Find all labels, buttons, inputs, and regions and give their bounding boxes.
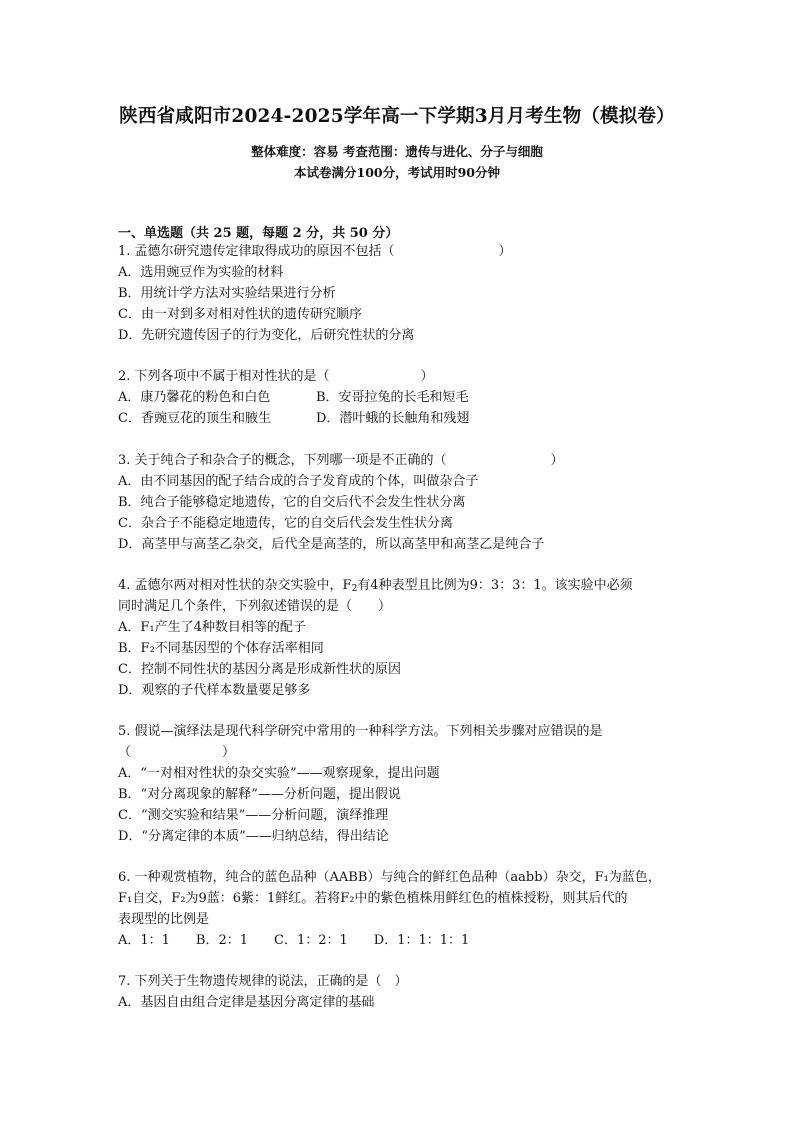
question-6-stem: 6. 一种观赏植物，纯合的蓝色品种（AABB）与纯合的鲜红色品种（aabb）杂交，F₁为蓝色， (118, 870, 661, 885)
question-5-option-c: C．“测交实验和结果”——分析问题，演绎推理 (118, 808, 389, 823)
question-2-option-b: B．安哥拉兔的长毛和短毛 (316, 390, 469, 405)
question-1-stem: 1. 孟德尔研究遗传定律取得成功的原因不包括（ ） (118, 244, 512, 259)
question-3-option-c: C．杂合子不能稳定地遗传，它的自交后代会发生性状分离 (118, 516, 453, 531)
question-5-option-d: D．“分离定律的本质”——归纳总结，得出结论 (118, 829, 389, 844)
question-6-options: A．1：1 B．2：1 C．1：2：1 D．1：1：1：1 (118, 933, 470, 948)
question-4-option-b: B．F₂不同基因型的个体存活率相同 (118, 641, 324, 656)
difficulty-scope-line: 整体难度：容易 考查范围：遗传与进化、分子与细胞 (251, 144, 543, 159)
question-4-option-c: C．控制不同性状的基因分离是形成新性状的原因 (118, 662, 401, 677)
section-heading: 一、单选题（共 25 题，每题 2 分，共 50 分） (118, 226, 399, 241)
question-1-option-d: D．先研究遗传因子的行为变化，后研究性状的分离 (118, 328, 415, 343)
question-1-option-b: B．用统计学方法对实验结果进行分析 (118, 286, 336, 301)
question-5-stem-line2: （ ） (118, 745, 236, 760)
question-5-stem: 5. 假说—演绎法是现代科学研究中常用的一种科学方法。下列相关步骤对应错误的是 (118, 724, 603, 739)
question-4-stem (118, 577, 633, 595)
question-7-option-a: A．基因自由组合定律是基因分离定律的基础 (118, 995, 375, 1010)
question-1-option-a: A．选用豌豆作为实验的材料 (118, 265, 284, 280)
question-4-option-d: D．观察的子代样本数量要足够多 (118, 683, 311, 698)
question-4-stem-part: 4. 孟德尔两对相对性状的杂交实验中，F (118, 578, 352, 593)
question-2-option-d: D．潜叶蛾的长触角和残翅 (316, 411, 470, 426)
page-title: 陕西省咸阳市2024-2025学年高一下学期3月月考生物（模拟卷） (119, 106, 675, 127)
question-6-stem-line3: 表现型的比例是 (118, 912, 210, 927)
question-3-option-b: B．纯合子能够稳定地遗传，它的自交后代不会发生性状分离 (118, 495, 466, 510)
question-4-option-a: A．F₁产生了4种数目相等的配子 (118, 620, 306, 635)
question-4-stem-part: 有4种表型且比例为9：3：3：1。该实验中必须 (357, 578, 633, 593)
question-3-stem: 3. 关于纯合子和杂合子的概念，下列哪一项是不正确的（ ） (118, 453, 564, 468)
question-1-option-c: C．由一对到多对相对性状的遗传研究顺序 (118, 307, 362, 322)
question-4-stem-line2: 同时满足几个条件，下列叙述错误的是（ ） (118, 599, 392, 614)
question-3-option-d: D．高茎甲与高茎乙杂交，后代全是高茎的，所以高茎甲和高茎乙是纯合子 (118, 537, 545, 552)
question-7-stem: 7. 下列关于生物遗传规律的说法，正确的是（ ） (118, 974, 408, 989)
question-6-stem-line2: F₁自交，F₂为9蓝：6紫：1鲜红。若将F₂中的紫色植株用鲜红色的植株授粉，则其后代的 (118, 891, 628, 906)
question-2-option-c: C．香豌豆花的顶生和腋生 (118, 411, 271, 426)
question-3-option-a: A．由不同基因的配子结合成的合子发育成的个体，叫做杂合子 (118, 474, 479, 489)
question-2-stem: 2. 下列各项中不属于相对性状的是（ ） (118, 369, 434, 384)
question-2-option-a: A．康乃馨花的粉色和白色 (118, 390, 271, 405)
subscript: 2 (351, 584, 358, 594)
question-5-option-b: B．“对分离现象的解释”——分析问题，提出假说 (118, 787, 401, 802)
question-5-option-a: A．“一对相对性状的杂交实验”——观察现象，提出问题 (118, 766, 440, 781)
score-time-line: 本试卷满分100分，考试用时90分钟 (294, 165, 500, 180)
